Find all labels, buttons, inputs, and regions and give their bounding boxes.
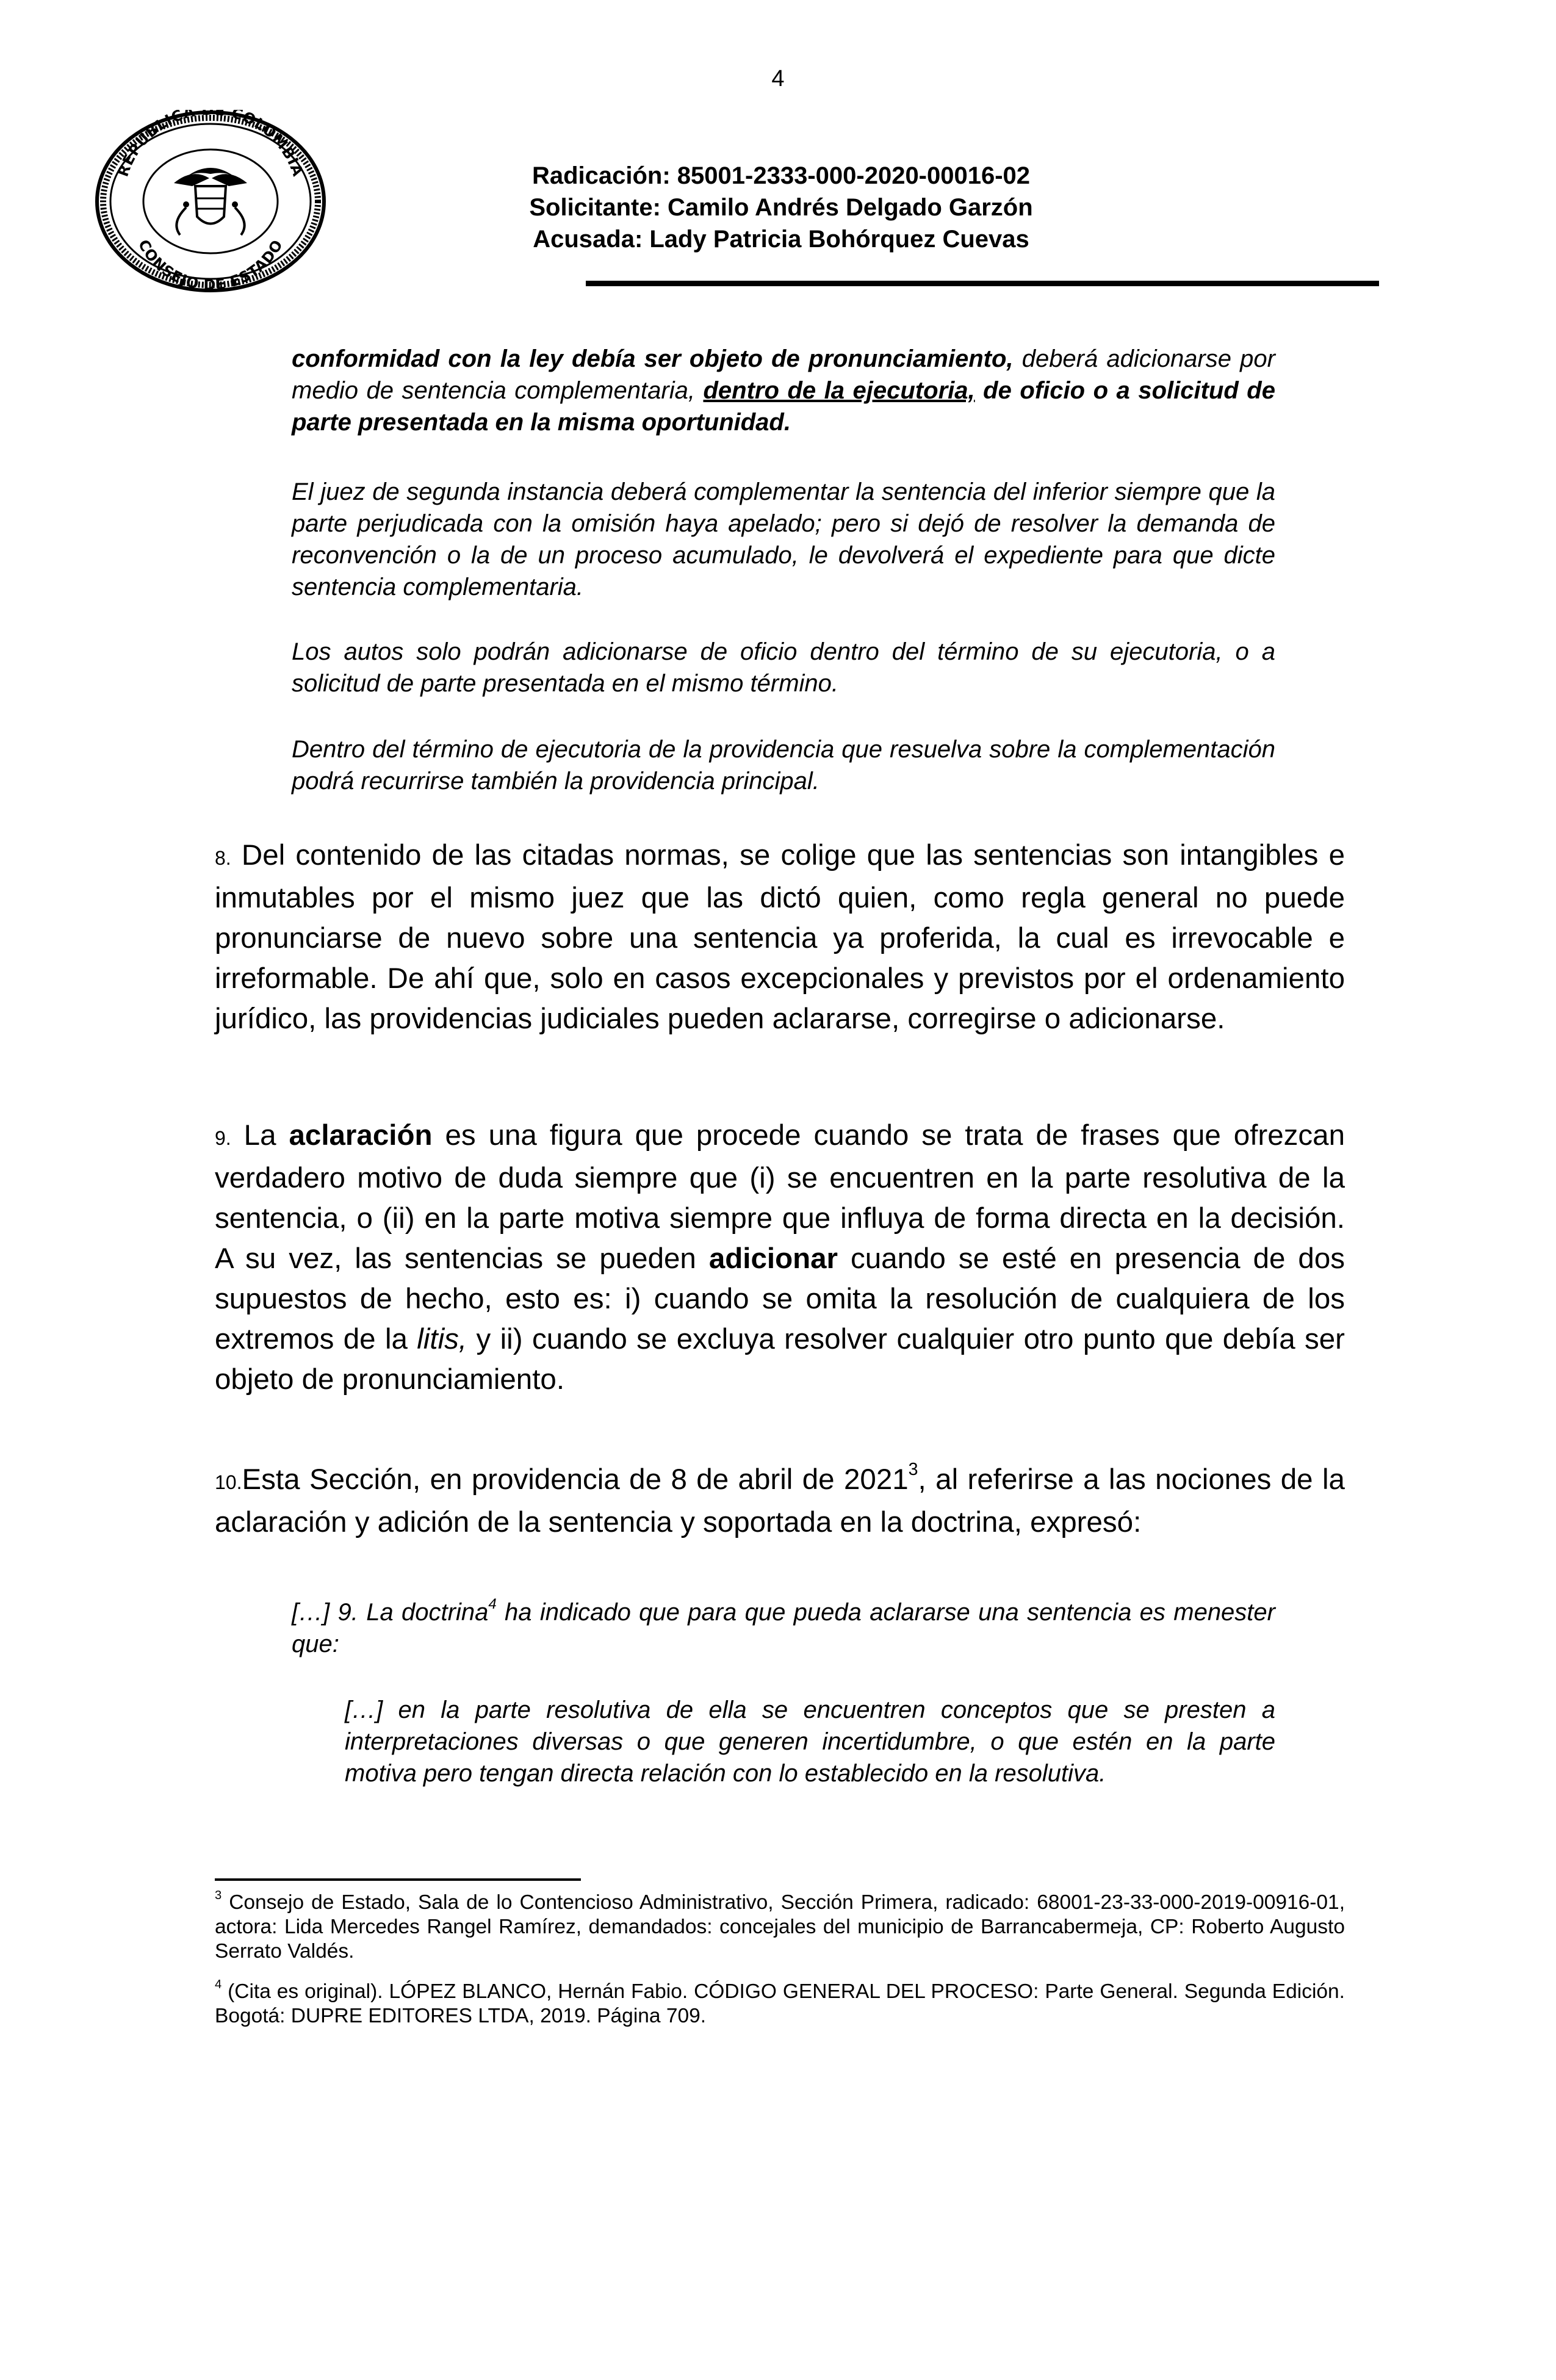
- quote-block-3: […] en la parte resolutiva de ella se encuentren conceptos que se presten a interpretaciones diversas o que generen incertidumbre, o que estén en la parte motiva pero tengan directa relación con lo establecido en la resolutiva.: [345, 1697, 1275, 1787]
- footnote-separator: [215, 1878, 581, 1881]
- footnote-ref-3[interactable]: 3: [908, 1460, 918, 1480]
- paragraph-number: 9.: [215, 1127, 231, 1149]
- consejo-de-estado-seal: [95, 110, 326, 293]
- header-rule: [586, 281, 1379, 286]
- quote-block-2: […] 9. La doctrina$^4$ ha indicado que para que pueda aclararse una sentencia es menester que:: [292, 1595, 1275, 1657]
- svg-text:CONSEJO DE ESTADO: [135, 237, 286, 293]
- page-number: 4: [771, 66, 785, 92]
- footnote-3: $^3$ Consejo de Estado, Sala de lo Contencioso Administrativo, Sección Primera, radicado: 68001-23-33-000-2019-00916-01, actora: Lida Mercedes Rangel Ramírez, demandados: concejales del municipio de Barrancabermeja, CP: Roberto Augusto Serrato Valdés.: [215, 1888, 1345, 1963]
- paragraph-number: 8.: [215, 847, 231, 869]
- solicitante: Solicitante: Camilo Andrés Delgado Garzón: [529, 194, 1033, 221]
- quote1-paragraph-3: Los autos solo podrán adicionarse de oficio dentro del término de su ejecutoria, o a solicitud de parte presentada en el mismo término.: [292, 638, 1275, 697]
- paragraph-8: 8. Del contenido de las citadas normas, se colige que las sentencias son intangibles e inmutables por el mismo juez que las dictó quien, como regla general no puede pronunciarse de nuevo sobre una sentencia ya proferida, la cual es irrevocable e irreformable. De ahí que, solo en casos excepcionales y previstos por el ordenamiento jurídico, las providencias judiciales pueden aclararse, corregirse o adicionarse.: [215, 839, 1345, 1035]
- seal-text-top: REPÚBLICA DE COLOMBIA: [114, 110, 307, 179]
- footnote-ref-4[interactable]: 4: [488, 1595, 497, 1612]
- seal-icon: [95, 110, 326, 293]
- quote1-paragraph-1: conformidad con la ley debía ser objeto de pronunciamiento, deberá adicionarse por medio de sentencia complementaria, dentro de la ejecutoria, de oficio o a solicitud de parte presentada en la misma oportunidad.: [292, 345, 1275, 436]
- quote-block-1: [292, 343, 1275, 438]
- quote1-paragraph-2: El juez de segunda instancia deberá complementar la sentencia del inferior siempre que la parte perjudicada con la omisión haya apelado; pero si dejó de resolver la demanda de reconvención o la de un proceso acumulado, le devolverá el expediente para que dicte sentencia complementaria.: [292, 478, 1275, 600]
- seal-text-bottom: CONSEJO DE ESTADO: [134, 236, 287, 293]
- paragraph-number: 10.: [215, 1471, 242, 1493]
- acusada: Acusada: Lady Patricia Bohórquez Cuevas: [533, 226, 1029, 253]
- paragraph-9: 9. La aclaración es una figura que procede cuando se trata de frases que ofrezcan verdadero motivo de duda siempre que (i) se encuentren en la parte resolutiva de la sentencia, o (ii) en la parte motiva siempre que influya de forma directa en la decisión. A su vez, las sentencias se pueden adicionar cuando se esté en presencia de dos supuestos de hecho, esto es: i) cuando se omita la resolución de cualquiera de los extremos de la litis, y ii) cuando se excluya resolver cualquier otro punto que debía ser objeto de pronunciamiento.: [215, 1119, 1345, 1396]
- case-header: [500, 160, 1062, 255]
- footnote-4: $^4$ (Cita es original). LÓPEZ BLANCO, Hernán Fabio. CÓDIGO GENERAL DEL PROCESO: Parte General. Segunda Edición. Bogotá: DUPRE EDITORES LTDA, 2019. Página 709.: [215, 1977, 1345, 2027]
- paragraph-10: 10.Esta Sección, en providencia de 8 de abril de 2021$^3$, al referirse a las nociones de la aclaración y adición de la sentencia y soportada en la doctrina, expresó:: [215, 1460, 1345, 1538]
- quote1-paragraph-4: Dentro del término de ejecutoria de la providencia que resuelva sobre la complementación podrá recurrirse también la providencia principal.: [292, 736, 1275, 795]
- radicacion: Radicación: 85001-2333-000-2020-00016-02: [531, 162, 1031, 189]
